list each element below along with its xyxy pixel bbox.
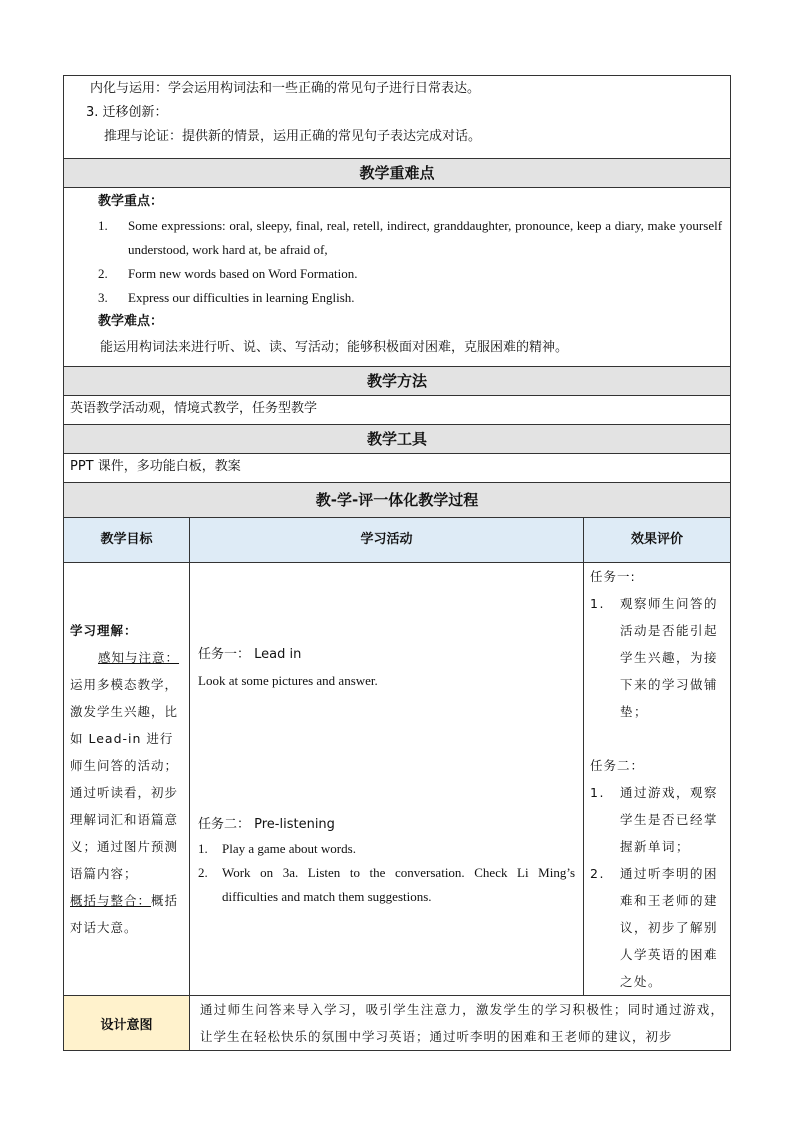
- objective-line: 内化与运用：学会运用构词法和一些正确的常见句子进行日常表达。: [90, 81, 481, 96]
- list-number: 1.: [590, 596, 605, 611]
- section-heading-tools: 教学工具: [64, 425, 731, 454]
- column-header-goals: 教学目标: [64, 518, 190, 563]
- eval-label: 任务二：: [590, 758, 645, 773]
- design-label: 设计意图: [100, 1017, 153, 1033]
- goal-subheading: 概括与整合：: [70, 893, 152, 908]
- activity-cell: [190, 563, 584, 996]
- list-item: [64, 214, 730, 262]
- list-number: 1.: [98, 218, 108, 233]
- list-text: Express our difficulties in learning English.: [128, 290, 355, 305]
- method-body: [64, 396, 731, 425]
- evaluation-cell: [584, 563, 731, 996]
- list-text: 通过听李明的困难和王老师的建议，初步了解别人学英语的困难之处。: [620, 866, 719, 989]
- list-number: 1.: [590, 785, 605, 800]
- section-heading-method: 教学方法: [64, 367, 731, 396]
- task-title: 任务一： Lead in: [198, 647, 302, 662]
- list-item: [64, 286, 730, 310]
- method-text: 英语教学活动观，情境式教学，任务型教学: [70, 401, 318, 416]
- task-text: Look at some pictures and answer.: [198, 673, 378, 688]
- goal-title: 学习理解：: [70, 623, 138, 638]
- tools-text: PPT 课件，多功能白板，教案: [70, 459, 241, 474]
- difficulty-label: 教学难点：: [98, 314, 164, 329]
- list-number: 2.: [98, 266, 108, 281]
- list-number: 1.: [198, 841, 208, 856]
- task-title: 任务二： Pre-listening: [198, 817, 335, 832]
- column-header-evaluation: 效果评价: [584, 518, 731, 563]
- tools-body: [64, 454, 731, 483]
- list-number: 2.: [590, 866, 605, 881]
- objective-heading: 3. 迁移创新：: [86, 105, 168, 120]
- column-header-activities: 学习活动: [190, 518, 584, 563]
- list-text: Form new words based on Word Formation.: [128, 266, 358, 281]
- goal-text: 运用多模态教学，激发学生兴趣，比如 Lead-in 进行师生问答的活动；通过听读看，初步理解词汇和语篇意义；通过图片预测语篇内容；: [70, 677, 179, 881]
- list-item: [590, 860, 726, 995]
- design-text: 通过师生问答来导入学习，吸引学生注意力，激发学生的学习积极性；同时通过游戏，让学生在轻松快乐的氛围中学习英语；通过听李明的困难和王老师的建议，初步: [200, 1002, 725, 1044]
- difficulty-text: 能运用构词法来进行听、说、读、写活动；能够积极面对困难，克服困难的精神。: [100, 340, 569, 355]
- objective-line: 推理与论证：提供新的情景，运用正确的常见句子表达完成对话。: [104, 129, 482, 144]
- section-heading-process: 教-学-评一体化教学过程: [64, 483, 731, 518]
- list-text: 观察师生问答的活动是否能引起学生兴趣，为接下来的学习做铺垫；: [620, 596, 719, 719]
- list-text: Play a game about words.: [222, 841, 356, 856]
- list-text: 通过游戏，观察学生是否已经掌握新单词；: [620, 785, 719, 854]
- focus-label: 教学重点：: [98, 194, 164, 209]
- list-text: Some expressions: oral, sleepy, final, real, retell, indirect, granddaughter, pronounce, keep a diary, make yourself understood, work hard at, be afraid of,: [128, 218, 723, 257]
- list-item: [590, 590, 726, 725]
- goal-cell: [64, 563, 190, 996]
- section-heading-key-points: 教学重难点: [64, 159, 731, 188]
- list-number: 3.: [98, 290, 108, 305]
- lesson-plan-table: [63, 75, 731, 1051]
- design-text-cell: [190, 996, 731, 1051]
- goal-text: 概括对话大意。: [70, 893, 179, 935]
- key-points-body: [64, 188, 731, 367]
- objectives-continuation: [64, 76, 731, 159]
- goal-subheading: 感知与注意：: [98, 650, 180, 665]
- design-label-cell: [64, 996, 190, 1051]
- list-item: [198, 837, 575, 861]
- list-item: [198, 861, 575, 909]
- list-number: 2.: [198, 865, 208, 880]
- eval-label: 任务一:: [590, 569, 636, 584]
- list-item: [590, 779, 726, 860]
- list-item: [64, 262, 730, 286]
- list-text: Work on 3a. Listen to the conversation. Check Li Ming’s difficulties and match them suggestions.: [222, 865, 575, 904]
